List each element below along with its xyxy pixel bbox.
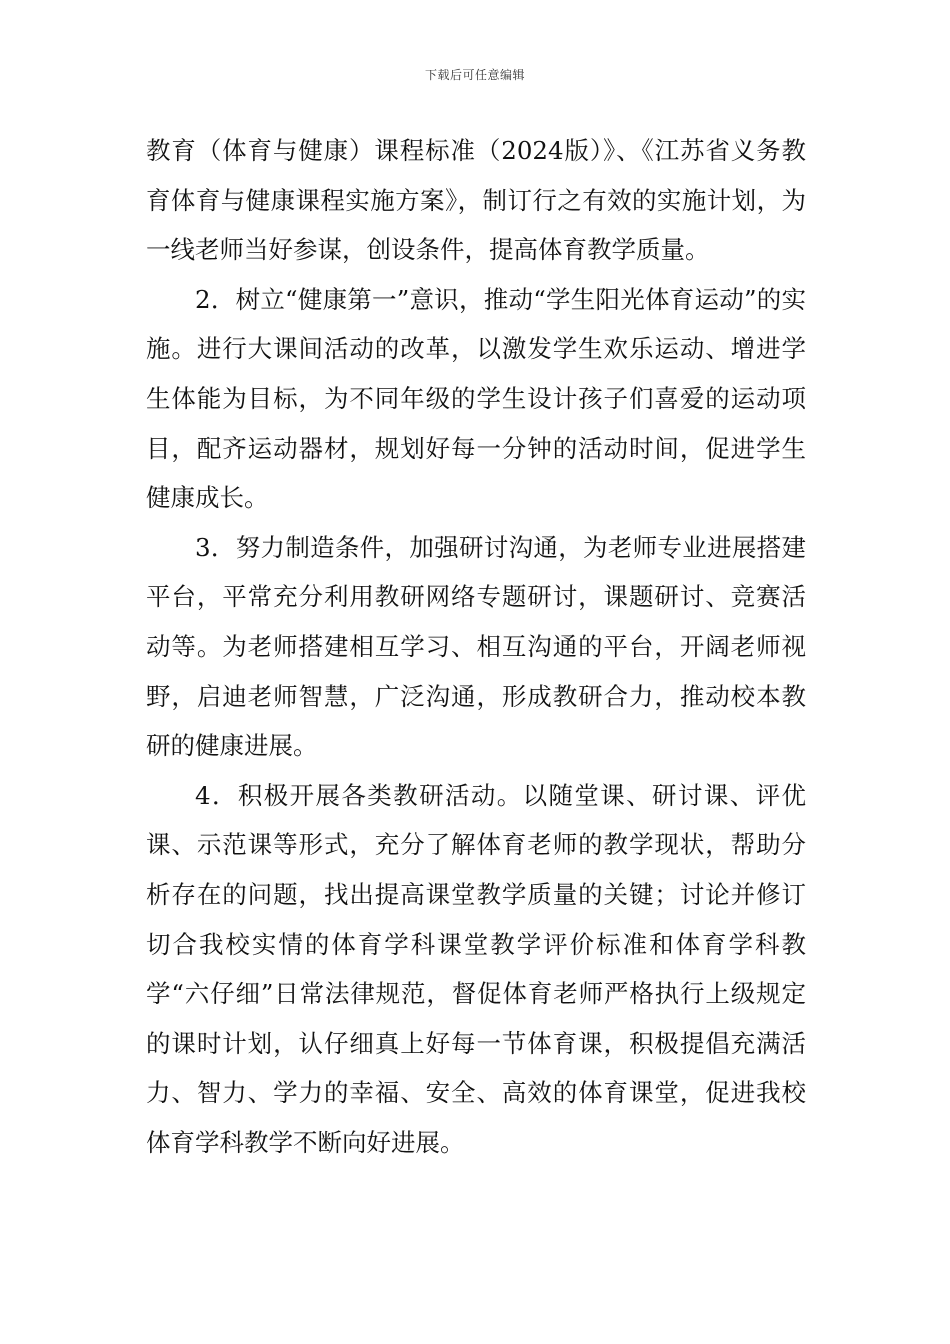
paragraph-1: 教育（体育与健康）课程标准（2024版）》、《江苏省义务教育体育与健康课程实施方案》，制订行之有效的实施计划，为一线老师当好参谋，创设条件，提高体育教学质量。 bbox=[146, 136, 806, 265]
paragraph-2: 2．树立“健康第一”意识，推动“学生阳光体育运动”的实施。进行大课间活动的改革，以激发学生欢乐运动、增进学生体能为目标，为不同年级的学生设计孩子们喜爱的运动项目，配齐运动器材，规划好每一分钟的活动时间，促进学生健康成长。 bbox=[146, 284, 806, 513]
paragraph-3: 3．努力制造条件，加强研讨沟通，为老师专业进展搭建平台，平常充分利用教研网络专题研讨，课题研讨、竞赛活动等。为老师搭建相互学习、相互沟通的平台，开阔老师视野，启迪老师智慧，广泛沟通，形成教研合力，推动校本教研的健康进展。 bbox=[146, 532, 806, 761]
paragraph-4: 4．积极开展各类教研活动。以随堂课、研讨课、评优课、示范课等形式，充分了解体育老师的教学现状，帮助分析存在的问题，找出提高课堂教学质量的关键；讨论并修订切合我校实情的体育学科课堂教学评价标准和体育学科教学“六仔细”日常法律规范，督促体育老师严格执行上级规定的课时计划，认仔细真上好每一节体育课，积极提倡充满活力、智力、学力的幸福、安全、高效的体育课堂，促进我校体育学科教学不断向好进展。 bbox=[146, 780, 806, 1157]
document-body bbox=[146, 126, 806, 1167]
header-note: 下载后可任意编辑 bbox=[424, 68, 525, 82]
